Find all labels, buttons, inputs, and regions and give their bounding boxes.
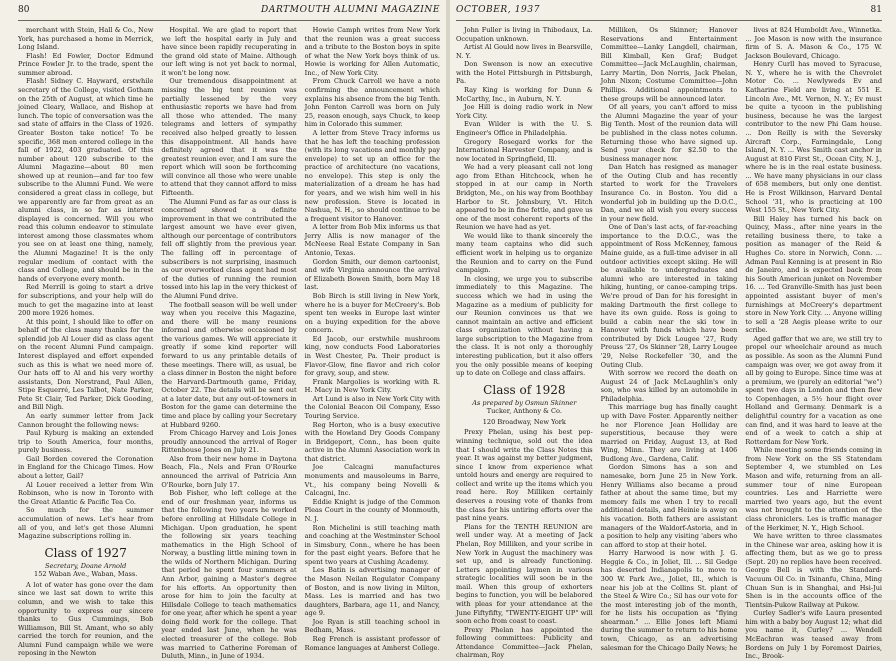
column [18,26,154,658]
paragraph: John Fuller is living in Thibodaux, La. Occupation unknown. [456,26,593,43]
paragraph: Milliken, Os Skinner; Hanover Reservations and Entertainment Committee—Lanky Langdell, chairman, Bill Kimball, Ken Graf; Budget Committee—Jack McLaughlin, chairman, Larry Martin, Don Norris, Jack Phelan, John Nixon; Costume Committee—John Phillips. Additional appointments to these groups will be announced later. [600,26,738,103]
paragraph: Ray King is working for Dunn & McCarthy, Inc., in Auburn, N. Y. [456,86,593,103]
column [304,26,440,652]
class-secretary: As prepared by Osmun Skinner [472,398,577,407]
column [600,26,738,652]
running-head: OCTOBER, 1937 [456,5,541,15]
paragraph: lives at 824 Humboldt Ave., Winnetka. ... Joe Mason is now with the insurance firm of S. A. Mason & Co., 175 W. Jackson Boulevard, Chicago. [745,26,883,60]
column [161,26,297,661]
class-heading: Class of 1928 [483,382,566,397]
paragraph: From Chuck Carroll we have a note confirming the announcement which explains his absence from the big Tenth. John Fenton Carroll was born on July 25, reason enough, says Chuck, to keep him in Colorado this summer. [304,77,440,129]
paragraph: Curley Sadler's wife Laura presented him with a baby boy August 12; what did you name it, Curley? ... Wendell McEachran was teased away from Bordens on July 1 by Foremost Dairies, Inc., Brook- [745,609,883,661]
paragraph: Gregory Rosegard works for the International Harvester Company, and is now located in Springfield, Ill. [456,137,593,163]
paragraph: Joe Ryan is still teaching school in Bedham, Mass. [304,617,440,635]
paragraph: Prexy Phelan has appointed the following committees: Publicity and Attendance Committee—Jack Phelan, chairman, Roy [456,625,593,660]
paragraph: Henry Curll has moved to Syracuse, N. Y., where he is with the Chevrolet Motor Co. ... Newlyweds Ev and Katharine Field are living at 551 E. Lincoln Ave., Mt. Vernon, N. Y.; Ev must be quite a tycoon in the publishing business, because he was the largest contributor to the new Phi Gam house. ... Don Reilly is with the Seversky Aircraft Corp., Farmingdale, Long Island, N. Y. ... Wes Smith cast anchor in August at 810 First St., Ocean City, N. J., where he is in the real estate business. ... We have many physicians in our class of 658 members, but only one dentist. He is Frost Wilkinson, Harvard Dental School '31, who is practicing at 100 West 155 St., New York City. [745,60,883,215]
left-page-header [18,4,440,21]
paragraph: Ed Jacob, our erstwhile mushroom king, now conducts Food Laboratories in West Chester, Pa. Their product is Flavor-Glow, fine flavor and rich color for gravy, soup, and stew. [304,334,440,378]
paragraph: So much for the summer accumulation of news. Let's hear from all of you, and let's get those Alumni Magazine subscriptions rolling in. [18,506,154,541]
paragraph: Gail Borden covered the Coronation in England for the Chicago Times. How about a letter, Gail? [18,454,154,481]
paragraph: Plans for the TENTH REUNION are well under way. At a meeting of Jack Phelan, Roy Milliken, and your scribe in New York in August the machinery was set up, and is already functioning. Letters appointing laymen in various strategic localities will soon be in the mail. When this group of exhorters begins to function, you will be belabored with pleas for your attendance at the June Fiftyfifty, "TWENTY-EIGHT UP" will soon echo from coast to coast. [456,522,593,626]
paragraph: We would like to thank sincerely the many team captains who did such efficient work in helping us to organize the Reunion and to carry on the Fund campaign. [456,231,593,275]
paragraph: A letter from Steve Tracy informs us that he has left the teaching profession (with its long vacations and monthly pay envelope) to set up an office for the practice of architecture (no vacations, no envelope). This step is only the materialization of a dream he has had for years, and we wish him well in his new profession. Steve is located in Nashua, N. H., so should continue to be a frequent visitor to Hanover. [304,128,440,223]
class-secretary-firm: Tucker, Anthony & Co. [486,407,562,416]
paragraph: merchant with Stein, Hall & Co., New York, has purchased a home in Merrick, Long Island. [18,26,154,52]
paragraph: We had a very pleasant call not long ago from Ethan Hitchcock, when he stopped in at our camp in North Bridgton, Me., on his way from Boothbay Harbor to St. Johnsbury, Vt. Hitch appeared to be in fine fettle, and gave us one of the most coherent reports of the Reunion we have had as yet. [456,163,593,232]
paragraph: Ron Michelini is still teaching math and coaching at the Westminster School in Simsbury, Conn., where he has been for the past eight years. Before that he spent two years at Cushing Academy. [304,523,440,566]
paragraph: The football season will be well under way when you receive this Magazine, and there will be many reunions informal and otherwise occasioned by the various games. We will appreciate it greatly if some kind reporter will forward to us any printable details of these meetings. There will, as usual, be a class dinner in Boston the night before the Harvard-Dartmouth game, Friday, October 22. The details will be sent out at a later date, but any out-of-towners in Boston for the game can determine the time and place by calling your Secretary at Hubbard 9260. [161,300,297,429]
class-secretary: Secretary, Doane Arnold [45,561,127,570]
left-columns [18,26,440,661]
paragraph: Prexy Phelan, using his best pep-winning technique, sold out the idea that I should write the Class Notes this year. It was against my better judgment, since I know from experience what untold hours and energy are required to collect and write up the items which you read here. Roy Milliken certainly deserves a rousing vote of thanks from the class for his untiring efforts over the past nine years. [456,428,593,523]
paragraph: A letter from Bob Mix informs us that Jerry Allis is now manager of the McNeese Real Estate Company in San Antonio, Texas. [304,223,440,258]
left-page [0,0,446,661]
page-number: 80 [18,5,30,15]
paragraph: Aged gaffer that we are, we still try to propel our wheelchair around as much as possible. As soon as the Alumni Fund campaign was over, we got away from it all by going to Europe. Since time was at a premium, we (purely an editorial "we") spent two days in London and then flew to Copenhagen, a 5½ hour flight over Holland and Germany. Denmark is a delightful country for a vacation as one can find, and it was hard to leave at the end of a week to catch a ship at Rotterdam for New York. [745,334,883,446]
class-secretary-address: 152 Waban Ave., Waban, Mass. [34,570,138,579]
paragraph: Les Batin is advertising manager of the Mason Neilan Regulator Company of Boston, and is now living in Milton, Mass. Les is married and has two daughters, Barbara, age 11, and Nancy, age 9. [304,566,440,618]
paragraph: Bob Birch is still living in New York, where he is a buyer for McCreery's. Bob spent ten weeks in Europe last winter on a buying expedition for the above concern. [304,291,440,335]
paragraph: We have written to three classmates in the Chinese war area, asking how it is affecting them, but as we go to press (Sept. 20) no replies have been received. George Bell is with the Standard-Vacuum Oil Co. in Tsinanfu, China, Ming Chuan Sun is in Shanghai, and Hsi-Jui Shen is in the accounts office of the Tientsin-Pukow Railway at Pukow. [745,532,883,609]
paragraph: Hospital. We are glad to report that we left the hospital early in July and have since been rapidly recuperating in the grand old state of Maine. Although our left wing is not yet back to normal, it won't be long now. [161,26,297,77]
paragraph: Flash! Ed Fowler, Doctor Edmund Prince Fowler Jr. to the trade, spent the summer abroad. [18,51,154,77]
paragraph: Also from their new home in Daytona Beach, Fla., Nels and Fran O'Rourke announced the arrival of Patricia Ann O'Rourke, born July 17. [161,454,297,489]
paragraph: Flash! Sidney C. Hayward, erstwhile secretary of the College, visited Gotham on the 25th of August, at which time he joined Cleary, Wallace, and Bishop at lunch. The topic of conversation was the sad state of affairs in the Class of 1926. Greater Boston take notice! To be specific, 368 men entered college in the fall of 1922, 403 graduated. Of this number about 120 subscribe to the Alumni Magazine—about 80 men showed up at reunion—and far too few subscribe to the Alumni Fund. We were considered a great class in college, but we apparently are far from great as an alumni class, in so far as interest displayed is concerned. Will you who read this column endeavor to stimulate interest among those classmates whom you see on at least one thing, namely, the Alumni Magazine! It is the only regular medium of contact with the class and College, and should be in the hands of everyone every month. [18,77,154,283]
paragraph: Reg Horton, who is a busy executive with the Howland Dry Goods Company in Bridgeport, Conn., has been quite active in the Alumni Association work in that district. [304,420,440,463]
paragraph: Of all years, you can't afford to miss the Alumni Magazine the year of your Big Tenth. Most of the reunion data will be published in the class notes column. Returning those who have signed up. Send your check for $2.50 to the business manager now. [600,103,738,163]
right-page [450,0,896,661]
running-head: DARTMOUTH ALUMNI MAGAZINE [261,5,440,15]
column [745,26,883,661]
paragraph: From Chicago Harvey and Lois Jones proudly announced the arrival of Roger Rittenhouse Jones on July 21. [161,429,297,455]
class-secretary-address: 120 Broadway, New York [482,417,566,426]
paragraph: Eddie Knight is judge of the Common Pleas Court in the county of Monmouth, N. J. [304,497,440,523]
paragraph: This marriage bug has finally caught up with Dave Foster. Apparently neither he nor Florence Jean Holliday are superstitious, because they were married on Friday, August 13, at Red Wing, Minn. They are living at 1406 Budlong Ave., Gardena, Calif. [600,403,738,463]
paragraph: Artist Al Gould now lives in Bearsville, N. Y. [456,43,593,60]
paragraph: While meeting some friends coming in from New York on the SS Statendam September 4, we stumbled on Les Mason and wife, returning from an all-summer tour of nine European countries. Les and Harriette were married two years ago, but the event was not brought to the attention of the class chroniclers. Les is traffic manager of the Herkimer, N. Y., High School. [745,446,883,532]
paragraph: Don Swenson is now an executive with the Hotel Pittsburgh in Pittsburgh, Pa. [456,60,593,86]
paragraph: Bob Fisher, who left college at the end of our freshman year, informs us that the following two years he worked before enrolling at Hillsdale College in Michigan. Upon graduation, he spent the following six years teaching mathematics in the High School of Norway, a bustling little mining town in the wilds of Northern Michigan. During that period he spent four summers at Ann Arbor, gaining a Master's degree for his efforts. An opportunity then arose for him to join the faculty at Hillsdale College to teach mathematics for one year, after which he spent a year doing field work for the college. That year ended last June, when he was elected treasurer of the college. Bob was married to Catherine Foreman of Duluth, Minn., in June of 1934. [161,489,297,661]
paragraph: The Alumni Fund as far as our class is concerned showed a definite improvement in that we contributed the largest amount we have ever given, although our percentage of contributors fell off slightly from the previous year. The falling off in percentage of subscribers is not surprising, inasmuch as our overworked class agent had most of the duties of running the reunion tossed into his lap in the very thickest of the Alumni Fund drive. [161,197,297,300]
paragraph: Gordon Simons has a son and namesake, born June 25 in New York. Henry Williams also became a proud father at about the same time, but my memory fails me when I try to recall additional details, and Heinie is away on his vacation. Both fathers are assistant managers of the Waldorf-Astoria, and in a position to help any visiting 'abers who can afford to stop at their hotel. [600,463,738,549]
paragraph: A lot of water has gone over the dam since we last sat down to write this column, and we wish to take this opportunity to express our sincere thanks to Gus Cummings, Bob Williamson, Bill St. Amant, who so ably carried the torch for reunion, and the Alumni Fund campaign while we were reposing in the Newton [18,580,154,658]
paragraph: Al Louer received a letter from Win Robinson, who is now in Toronto with the Great Atlantic & Pacific Tea Co. [18,480,154,506]
paragraph: Evan Wilder is with the U. S. Engineer's Office in Philadelphia. [456,120,593,137]
paragraph: Frank Margolies is working with R. H. Macy in New York City. [304,377,440,395]
paragraph: Paul Kyburg is making an extended trip to South America, four months, purely business. [18,429,154,455]
paragraph: At this point, I should like to offer on behalf of the class many thanks for the splendid job Al Louer did as class agent on the recent Alumni Fund campaign. Interest displayed and effort expended such as this is what we need more of. Our hats off to Al and his very worthy assistants, Don Norstrand, Paul Allen, Stipe Esquerré, Les Talbot, Nate Parker, Pete St Clair, Ted Parker, Dick Gooding, and Bill Nigh. [18,317,154,412]
paragraph: Gordon Smith, our demon cartoonist, and wife Virginia announce the arrival of Elizabeth Bowen Smith, born May 18 last. [304,257,440,292]
page-number: 81 [870,5,882,15]
paragraph: An early summer letter from Jack Cannon brought the following news: [18,412,154,429]
paragraph: Howie Camph writes from New York that the reunion was a great success and a tribute to the Boston boys in spite of what the New York boys think of us. Howie is working for Allen Automatic, Inc., of New York City. [304,26,440,77]
paragraph: With sorrow we record the death on August 24 of Jack McLaughlin's only son, who was killed by an automobile in Philadelphia. [600,369,738,403]
paragraph: Dan Hatch has resigned as manager of the Outing Club and has recently started to work for the Travelers Insurance Co. in Boston. You did a wonderful job in building up the D.O.C., Dan, and we all wish you every success in your new field. [600,163,738,223]
paragraph: Reg French is assistant professor of Romance languages at Amherst College. [304,635,440,652]
paragraph: Red Merrill is going to start a drive for subscriptions, and your help will do much to get the magazine into at least 200 more 1926 homes. [18,283,154,318]
right-page-header [456,4,882,21]
paragraph: Art Lund is also in New York City with the Colonial Beacon Oil Company, Esso Touring Service. [304,394,440,421]
paragraph: Our tremendous disappointment at missing the big tent reunion was partially lessened by the very enthusiastic reports we have had from all those who attended. The many telegrams and letters of sympathy received also helped greatly to lessen this disappointment. All hands have definitely agreed that it was the greatest reunion ever, and I am sure the report which will soon be forthcoming will convince all those who were unable to attend that they cannot afford to miss Fifteenth. [161,77,297,197]
paragraph: Bill Haley has turned his back on Quincy, Mass., after nine years in the retailing business there, to take a position as manager of the Reid & Hughes Co. store in Norwich, Conn. ... Adman Paul Kenning is at present in Rio de Janeiro, and is expected back from his South American junket on November 16. ... Ted Granville-Smith has just been appointed assistant buyer of men's furnishings at McCreery's department store in New York City. ... Anyone willing to sell a '28 Aegis please write to our scribe. [745,214,883,335]
right-columns [456,26,883,661]
class-heading: Class of 1927 [44,545,127,560]
paragraph: In closing, we urge you to subscribe immediately to this Magazine. The success which we had in using the Magazine as a medium of publicity for our Reunion convinces us that we cannot maintain an active and efficient class organization without having a large subscription to the Magazine from the class. It is not only a thoroughly interesting publication, but it also offers you the only possible means of keeping up to date on College and class affairs. [456,274,593,378]
paragraph: One of Dan's last acts, of far-reaching importance to the D.O.C., was the appointment of Ross McKenney, famous Maine guide, as a full-time adviser in all outdoor activities except skiing. He will be available to undergraduates and alumni who are interested in taking hiking, hunting, or canoe-camping trips. We're proud of Dan for his foresight in making Dartmouth the first college to have its own guide. Ross is going to build a cabin near the ski tow in Hanover with funds which have been contributed by Dick Lougee '27, Rudy Preuss '27, Os Skinner '28, Larry Lougee '29, Nelse Rockefeller '30, and the Outing Club. [600,223,738,369]
paragraph: Harry Harwood is now with J. G. Heggie & Co., in Joliet, Ill. ... Sil Gedge has deserted Indianapolis to move to 300 W. Park Ave., Joliet, Ill., which is near his job at the Collins St. plant of the Steel & Wire Co.; Sil has our vote for the most interesting job of the month, for he lists his occupation as "flying shearman." ... Ellie Jones left Miami during the summer to return to his home town, Chicago, as an advertising salesman for the Chicago Daily News; he [600,549,738,652]
paragraph: Joe Calcagni manufactures monuments and mausoleums in Barre, Vt., his company being Novelli & Calcagni, Inc. [304,463,440,498]
paragraph: Joe Hill is doing radio work in New York City. [456,103,593,120]
column [456,26,593,660]
